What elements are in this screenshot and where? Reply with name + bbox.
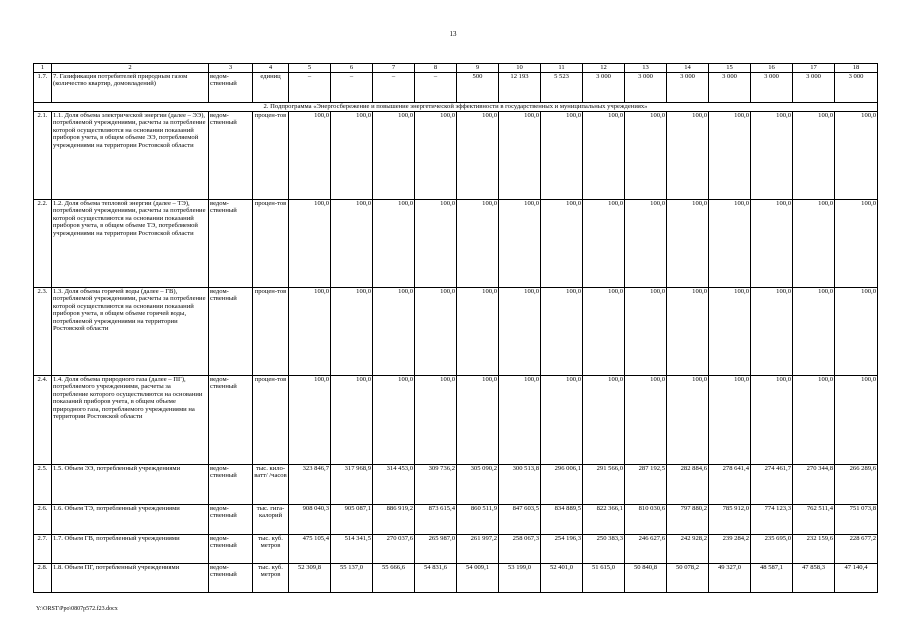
value-cell: 100,0 [499, 200, 541, 288]
value-cell: 291 566,0 [583, 465, 625, 505]
value-cell: 48 587,1 [751, 564, 793, 593]
value-cell: 100,0 [541, 112, 583, 200]
value-cell: 228 677,2 [835, 535, 878, 564]
table-row [34, 564, 878, 593]
value-cell: 100,0 [667, 112, 709, 200]
value-cell: 100,0 [541, 288, 583, 376]
value-cell: 847 603,5 [499, 505, 541, 535]
table-row [34, 288, 878, 376]
value-cell: 100,0 [667, 376, 709, 465]
row-number: 2.1. [34, 112, 52, 200]
indicator-kind: ведом-ственный [209, 465, 253, 505]
value-cell: 287 192,5 [625, 465, 667, 505]
unit-of-measure: тыс. кило-ватт/ /часов [253, 465, 289, 505]
value-cell: 810 030,6 [625, 505, 667, 535]
value-cell: 309 736,2 [415, 465, 457, 505]
column-number: 15 [709, 64, 751, 73]
value-cell: 100,0 [583, 376, 625, 465]
value-cell: 100,0 [373, 112, 415, 200]
value-cell: 49 327,0 [709, 564, 751, 593]
value-cell: 5 523 [541, 73, 583, 103]
value-cell: 100,0 [541, 200, 583, 288]
column-number: 16 [751, 64, 793, 73]
indicator-kind: ведом-ственный [209, 376, 253, 465]
value-cell: 100,0 [625, 288, 667, 376]
value-cell: 270 037,6 [373, 535, 415, 564]
value-cell: 100,0 [289, 200, 331, 288]
table-row [34, 73, 878, 103]
table-body [34, 64, 878, 593]
value-cell: 282 884,6 [667, 465, 709, 505]
column-number: 10 [499, 64, 541, 73]
value-cell: 265 987,0 [415, 535, 457, 564]
value-cell: 100,0 [373, 288, 415, 376]
row-number: 2.3. [34, 288, 52, 376]
value-cell: 100,0 [751, 376, 793, 465]
value-cell: 12 193 [499, 73, 541, 103]
value-cell: 300 513,8 [499, 465, 541, 505]
indicator-kind: ведом-ственный [209, 535, 253, 564]
indicator-kind: ведом-ственный [209, 505, 253, 535]
unit-of-measure: тыс. куб. метров [253, 564, 289, 593]
row-number: 2.8. [34, 564, 52, 593]
value-cell: 100,0 [793, 376, 835, 465]
value-cell: 100,0 [583, 112, 625, 200]
value-cell: 270 344,8 [793, 465, 835, 505]
value-cell: 100,0 [457, 376, 499, 465]
value-cell: 100,0 [583, 288, 625, 376]
value-cell: 100,0 [331, 376, 373, 465]
value-cell: 100,0 [499, 288, 541, 376]
value-cell: 254 196,3 [541, 535, 583, 564]
value-cell: 886 919,2 [373, 505, 415, 535]
value-cell: – [289, 73, 331, 103]
value-cell: 100,0 [625, 376, 667, 465]
value-cell: 3 000 [793, 73, 835, 103]
value-cell: 50 840,8 [625, 564, 667, 593]
value-cell: 100,0 [835, 200, 878, 288]
value-cell: 55 137,0 [331, 564, 373, 593]
value-cell: 100,0 [289, 376, 331, 465]
value-cell: 873 615,4 [415, 505, 457, 535]
value-cell: 908 040,3 [289, 505, 331, 535]
value-cell: 3 000 [625, 73, 667, 103]
column-number: 12 [583, 64, 625, 73]
value-cell: 905 087,1 [331, 505, 373, 535]
indicator-name: 1.8. Объем ПГ, потребленный учреждениями [52, 564, 209, 593]
value-cell: 100,0 [751, 288, 793, 376]
value-cell: 100,0 [499, 376, 541, 465]
value-cell: 100,0 [835, 112, 878, 200]
column-number: 13 [625, 64, 667, 73]
value-cell: 100,0 [331, 288, 373, 376]
value-cell: 50 078,2 [667, 564, 709, 593]
value-cell: 100,0 [835, 376, 878, 465]
value-cell: 100,0 [373, 200, 415, 288]
value-cell: 51 615,0 [583, 564, 625, 593]
table-row [34, 376, 878, 465]
value-cell: 100,0 [793, 200, 835, 288]
indicator-name: 1.1. Доля объема электрической энергии (далее – ЭЭ), потребляемой учреждениями, расчеты за потребление которой осуществляются на основании показаний приборов учета, в общем объеме ЭЭ, потребляемой учреждениями на территории Ростовской области [52, 112, 209, 200]
value-cell: 100,0 [709, 200, 751, 288]
unit-of-measure: единиц [253, 73, 289, 103]
unit-of-measure: процен-тов [253, 112, 289, 200]
value-cell: 100,0 [751, 112, 793, 200]
value-cell: 258 067,3 [499, 535, 541, 564]
value-cell: 47 140,4 [835, 564, 878, 593]
value-cell: 54 831,6 [415, 564, 457, 593]
indicators-table [33, 63, 878, 593]
value-cell: 52 401,0 [541, 564, 583, 593]
value-cell: 100,0 [793, 288, 835, 376]
indicator-kind: ведом-ственный [209, 564, 253, 593]
value-cell: – [373, 73, 415, 103]
page-number: 13 [449, 30, 457, 38]
value-cell: 100,0 [457, 112, 499, 200]
value-cell: 100,0 [457, 200, 499, 288]
row-number: 2.5. [34, 465, 52, 505]
value-cell: 751 073,8 [835, 505, 878, 535]
value-cell: 822 366,1 [583, 505, 625, 535]
value-cell: 232 159,6 [793, 535, 835, 564]
column-number: 4 [253, 64, 289, 73]
value-cell: 239 284,2 [709, 535, 751, 564]
indicator-name: 1.5. Объем ЭЭ, потребленный учреждениями [52, 465, 209, 505]
column-number: 17 [793, 64, 835, 73]
table-row [34, 200, 878, 288]
column-number: 1 [34, 64, 52, 73]
indicator-kind: ведом-ственный [209, 112, 253, 200]
indicator-kind: ведом-ственный [209, 73, 253, 103]
value-cell: 55 666,6 [373, 564, 415, 593]
value-cell: 834 889,5 [541, 505, 583, 535]
header-row [34, 64, 878, 73]
value-cell: 305 090,2 [457, 465, 499, 505]
unit-of-measure: процен-тов [253, 288, 289, 376]
unit-of-measure: процен-тов [253, 200, 289, 288]
value-cell: 100,0 [625, 200, 667, 288]
value-cell: 278 641,4 [709, 465, 751, 505]
value-cell: 100,0 [541, 376, 583, 465]
value-cell: 100,0 [625, 112, 667, 200]
column-number: 2 [52, 64, 209, 73]
value-cell: 100,0 [415, 200, 457, 288]
value-cell: 100,0 [289, 112, 331, 200]
value-cell: 100,0 [373, 376, 415, 465]
table-row [34, 465, 878, 505]
value-cell: 246 627,6 [625, 535, 667, 564]
row-number: 1.7. [34, 73, 52, 103]
value-cell: 100,0 [709, 112, 751, 200]
value-cell: 100,0 [583, 200, 625, 288]
column-number: 8 [415, 64, 457, 73]
value-cell: 261 997,2 [457, 535, 499, 564]
value-cell: 514 341,5 [331, 535, 373, 564]
value-cell: 100,0 [289, 288, 331, 376]
value-cell: 100,0 [331, 112, 373, 200]
value-cell: 860 511,9 [457, 505, 499, 535]
indicator-name: 1.2. Доля объема тепловой энергии (далее – ТЭ), потребляемой учреждениями, расчеты за потребление которой осуществляются на основании показаний приборов учета, в общем объеме ТЭ, потребляемой учреждениями на территории Ростовской области [52, 200, 209, 288]
value-cell: 250 383,3 [583, 535, 625, 564]
column-number: 18 [835, 64, 878, 73]
value-cell: 100,0 [793, 112, 835, 200]
table-row [34, 535, 878, 564]
value-cell: 100,0 [415, 288, 457, 376]
table-row [34, 112, 878, 200]
value-cell: 54 009,1 [457, 564, 499, 593]
value-cell: 100,0 [709, 376, 751, 465]
value-cell: 100,0 [331, 200, 373, 288]
value-cell: 52 309,8 [289, 564, 331, 593]
value-cell: 100,0 [415, 376, 457, 465]
value-cell: 3 000 [751, 73, 793, 103]
column-number: 14 [667, 64, 709, 73]
indicator-kind: ведом-ственный [209, 288, 253, 376]
column-number: 7 [373, 64, 415, 73]
value-cell: 296 006,1 [541, 465, 583, 505]
row-number: 2.4. [34, 376, 52, 465]
value-cell: 100,0 [667, 288, 709, 376]
value-cell: 3 000 [667, 73, 709, 103]
value-cell: 3 000 [583, 73, 625, 103]
indicator-kind: ведом-ственный [209, 200, 253, 288]
column-number: 11 [541, 64, 583, 73]
value-cell: 762 511,4 [793, 505, 835, 535]
value-cell: 100,0 [835, 288, 878, 376]
value-cell: 242 928,2 [667, 535, 709, 564]
value-cell: 274 461,7 [751, 465, 793, 505]
column-number: 3 [209, 64, 253, 73]
unit-of-measure: процен-тов [253, 376, 289, 465]
value-cell: 100,0 [709, 288, 751, 376]
value-cell: 100,0 [415, 112, 457, 200]
indicator-name: 1.3. Доля объема горячей воды (далее – ГВ), потребляемой учреждениями, расчеты за потребление которой осуществляются на основании показаний приборов учета, в общем объеме горячей воды, потребляемой учреждениями на территории Ростовской области [52, 288, 209, 376]
value-cell: 774 123,3 [751, 505, 793, 535]
table-row [34, 505, 878, 535]
value-cell: 3 000 [709, 73, 751, 103]
value-cell: 100,0 [499, 112, 541, 200]
column-number: 6 [331, 64, 373, 73]
value-cell: 235 695,0 [751, 535, 793, 564]
value-cell: 475 105,4 [289, 535, 331, 564]
row-number: 2.7. [34, 535, 52, 564]
value-cell: – [415, 73, 457, 103]
indicator-name: 1.6. Объем ТЭ, потребленный учреждениями [52, 505, 209, 535]
value-cell: 47 858,3 [793, 564, 835, 593]
value-cell: 785 912,0 [709, 505, 751, 535]
column-number: 9 [457, 64, 499, 73]
indicator-name: 1.7. Объем ГВ, потребленный учреждениями [52, 535, 209, 564]
indicator-name: 1.4. Доля объема природного газа (далее – ПГ), потребляемого учреждениями, расчеты за потребление которого осуществляются на основании показаний приборов учета, в общем объеме природного газа, потребляемого учреждениями на территории Ростовской области [52, 376, 209, 465]
indicator-name: 7. Газификация потребителей природным газом (количество квартир, домовладений) [52, 73, 209, 103]
value-cell: 100,0 [751, 200, 793, 288]
unit-of-measure: тыс. куб. метров [253, 535, 289, 564]
value-cell: – [331, 73, 373, 103]
file-path-footer: Y:\ORST\Ppo\0807p572.f23.docx [36, 606, 118, 612]
value-cell: 266 289,6 [835, 465, 878, 505]
row-number: 2.2. [34, 200, 52, 288]
column-number: 5 [289, 64, 331, 73]
value-cell: 317 968,9 [331, 465, 373, 505]
value-cell: 53 199,0 [499, 564, 541, 593]
value-cell: 500 [457, 73, 499, 103]
value-cell: 100,0 [457, 288, 499, 376]
value-cell: 797 880,2 [667, 505, 709, 535]
section-title: 2. Подпрограмма «Энергосбережение и повышение энергетической эффективности в государственных и муниципальных учреждениях» [34, 103, 878, 112]
row-number: 2.6. [34, 505, 52, 535]
value-cell: 323 846,7 [289, 465, 331, 505]
value-cell: 314 453,0 [373, 465, 415, 505]
unit-of-measure: тыс. гига-калорий [253, 505, 289, 535]
value-cell: 3 000 [835, 73, 878, 103]
value-cell: 100,0 [667, 200, 709, 288]
section-row [34, 103, 878, 112]
